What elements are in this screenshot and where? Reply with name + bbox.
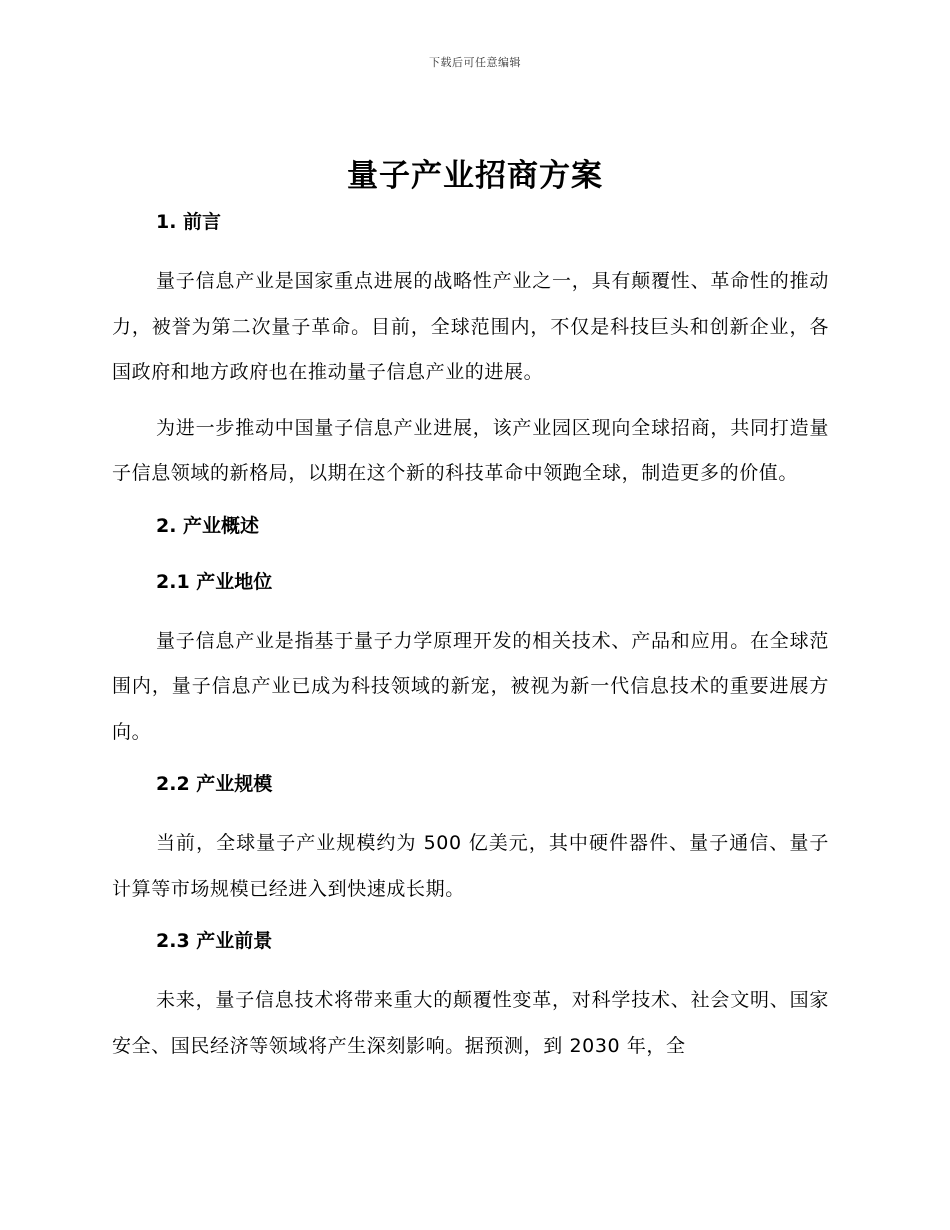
paragraph-status: 量子信息产业是指基于量子力学原理开发的相关技术、产品和应用。在全球范围内，量子信息产业已成为科技领域的新宠，被视为新一代信息技术的重要进展方向。 — [112, 629, 829, 743]
subsection-heading-status: 2.1 产业地位 — [156, 570, 273, 593]
document-title: 量子产业招商方案 — [347, 158, 603, 194]
subsection-heading-outlook: 2.3 产业前景 — [156, 930, 273, 952]
paragraph-preface-1: 量子信息产业是国家重点进展的战略性产业之一，具有颠覆性、革命性的推动力，被誉为第二次量子革命。目前，全球范围内，不仅是科技巨头和创新企业，各国政府和地方政府也在推动量子信息产业的进展。 — [112, 270, 829, 383]
paragraph-preface-2: 为进一步推动中国量子信息产业进展，该产业园区现向全球招商，共同打造量子信息领域的新格局，以期在这个新的科技革命中领跑全球，制造更多的价值。 — [112, 416, 829, 484]
paragraph-scale: 当前，全球量子产业规模约为 500 亿美元，其中硬件器件、量子通信、量子计算等市场规模已经进入到快速成长期。 — [112, 832, 829, 900]
section-heading-overview: 2. 产业概述 — [156, 514, 260, 537]
subsection-heading-scale: 2.2 产业规模 — [156, 773, 273, 795]
page-header-note: 下载后可任意编辑 — [429, 56, 521, 69]
paragraph-outlook: 未来，量子信息技术将带来重大的颠覆性变革，对科学技术、社会文明、国家安全、国民经济等领域将产生深刻影响。据预测，到 2030 年，全 — [112, 989, 829, 1057]
section-heading-preface: 1. 前言 — [156, 211, 222, 233]
document-body — [112, 203, 829, 1069]
